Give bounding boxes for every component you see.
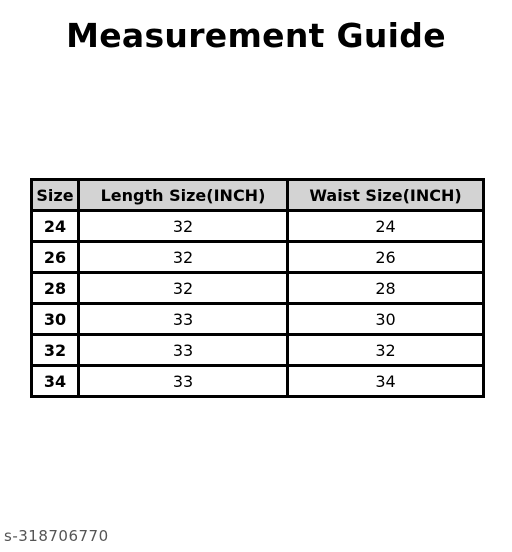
- size-cell: 30: [32, 304, 79, 335]
- table-header-row: [32, 180, 484, 211]
- waist-cell: 26: [288, 242, 484, 273]
- watermark-id: s-318706770: [4, 527, 109, 545]
- table-row: [32, 304, 484, 335]
- table-row: [32, 335, 484, 366]
- length-cell: 32: [79, 211, 288, 242]
- length-cell: 32: [79, 242, 288, 273]
- length-cell: 33: [79, 335, 288, 366]
- measurement-table: [30, 178, 485, 398]
- length-cell: 33: [79, 366, 288, 397]
- waist-cell: 28: [288, 273, 484, 304]
- table-row: [32, 366, 484, 397]
- header-size: Size: [32, 180, 79, 211]
- header-length-size: Length Size(INCH): [79, 180, 288, 211]
- table-row: [32, 273, 484, 304]
- table-row: [32, 242, 484, 273]
- table-row: [32, 211, 484, 242]
- waist-cell: 24: [288, 211, 484, 242]
- size-cell: 32: [32, 335, 79, 366]
- size-cell: 28: [32, 273, 79, 304]
- waist-cell: 34: [288, 366, 484, 397]
- header-waist-size: Waist Size(INCH): [288, 180, 484, 211]
- waist-cell: 30: [288, 304, 484, 335]
- length-cell: 33: [79, 304, 288, 335]
- page-title: Measurement Guide: [66, 16, 446, 55]
- size-cell: 34: [32, 366, 79, 397]
- waist-cell: 32: [288, 335, 484, 366]
- size-cell: 24: [32, 211, 79, 242]
- length-cell: 32: [79, 273, 288, 304]
- size-cell: 26: [32, 242, 79, 273]
